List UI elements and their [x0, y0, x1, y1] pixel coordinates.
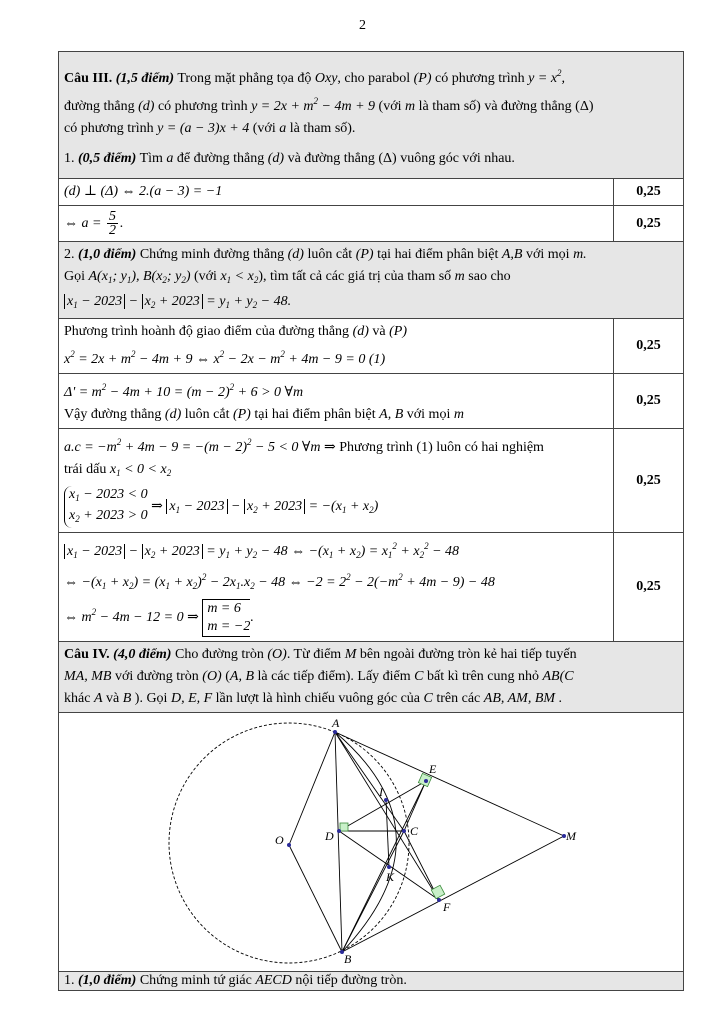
arc-acb — [335, 732, 396, 952]
q3-text: Trong mặt phẳng tọa độ — [177, 71, 312, 86]
solution-row — [59, 374, 684, 429]
segment-be — [342, 781, 426, 952]
solution-text: và — [372, 324, 386, 339]
tangent-ma — [335, 732, 564, 836]
label-m: M — [566, 829, 576, 843]
solution-text: Vậy đường thẳng — [64, 407, 162, 422]
points-coordinates: $A(x_1$; $y_1$), $B(x_2$; $y_2$) — [88, 269, 191, 285]
equation-ref: (1) — [416, 440, 433, 455]
point-i-dot — [384, 798, 388, 802]
vieta-product: $a.c = -m^2 + 4m - 9 = -(m - 2)^2 - 5 < 0$ ∀m ⇒ — [64, 437, 336, 455]
q3-2-text: Chứng minh đường thẳng — [139, 247, 285, 262]
q3-points: (1,5 điểm) — [115, 71, 175, 86]
q4-statement — [59, 642, 684, 713]
root-order: $x_1 < 0 < x_2$ — [109, 462, 172, 478]
solution-text: tại hai điểm phân biệt — [254, 407, 376, 422]
q3-text: đường thẳng — [64, 99, 135, 114]
oxy-label: Oxy — [314, 71, 338, 86]
parabol-label: (P) — [355, 247, 374, 262]
figure-row — [59, 713, 684, 972]
q3-text: là tham số). — [289, 121, 356, 136]
points-ab: A, B — [379, 407, 404, 422]
solution-text: Phương trình — [339, 440, 413, 455]
q4-1-label: 1. — [64, 973, 75, 988]
point-m: M — [344, 647, 357, 662]
q3-1-text: để đường thẳng — [176, 151, 265, 166]
line-d-label: (d) — [164, 407, 182, 422]
q3-2-text: Gọi — [64, 269, 85, 284]
q3-text: (với — [252, 121, 276, 136]
label-a: A — [332, 716, 340, 730]
line-d-label: (d) — [138, 99, 155, 114]
label-c: C — [410, 824, 419, 838]
solution-text: với mọi — [406, 407, 451, 422]
solution-step — [59, 533, 614, 642]
discriminant: $\Delta' = m^2 - 4m + 10 = (m - 2)^2 + 6 > 0$ ∀m — [64, 382, 304, 400]
label-o: O — [275, 833, 284, 847]
q3-text: có phương trình — [435, 71, 525, 86]
solution-row — [59, 319, 684, 374]
q4-text: ( — [225, 669, 230, 684]
param-m: m. — [573, 247, 587, 262]
solution-step — [59, 179, 614, 206]
x-order: $x_1 < x_2$ — [220, 269, 259, 285]
segment-ac — [335, 732, 404, 831]
parabol-label: (P) — [413, 71, 432, 86]
tangent-mb — [342, 836, 564, 952]
q4-title: Câu IV. — [64, 647, 110, 662]
condition-equation: $x_1 - 2023 - x_2 + 2023 = y_1 + y_2 - 48$. — [64, 294, 291, 309]
right-angle-mark-f — [431, 885, 445, 899]
q3-2-text: ), tìm tất cả các giá trị của tham số — [258, 269, 452, 284]
q4-text: (C — [559, 669, 574, 684]
solution-step — [59, 374, 614, 429]
q3-1-label: 1. — [64, 151, 75, 166]
chord-ab — [335, 732, 342, 952]
score-cell: 0,25 — [614, 319, 684, 374]
solution-text: luôn cắt — [184, 407, 230, 422]
label-i: I — [379, 785, 383, 799]
solution-text: luôn có hai nghiệm — [436, 440, 544, 455]
q3-text: có phương trình — [157, 99, 248, 114]
q3-2-text: (với — [193, 269, 217, 284]
q4-text: khác — [64, 691, 91, 706]
q3-2-statement — [59, 242, 684, 319]
quad-aecd: AECD — [255, 973, 292, 988]
q3-2-label: 2. — [64, 247, 75, 262]
projection-lines: AB, AM, BM — [483, 691, 556, 706]
solution-table — [58, 51, 684, 991]
line-delta-label: (Δ) — [575, 99, 594, 114]
line-d-label: (d) — [287, 247, 304, 262]
m-result: ⇔ $m^2 - 4m - 12 = 0$ ⇒ m = 6 m = −2 . — [64, 610, 254, 625]
q4-text: là các tiếp điểm). Lấy điểm — [257, 669, 411, 684]
circle-label: (O) — [202, 669, 222, 684]
line-d-label: (d) — [352, 324, 369, 339]
solution-text: Phương trình hoành độ giao điểm của đường thẳng — [64, 324, 350, 339]
label-f: F — [443, 900, 451, 914]
line-delta-equation: y = (a − 3)x + 4 — [157, 121, 250, 136]
param-m: m — [453, 407, 464, 422]
q4-text: . Từ điểm — [286, 647, 342, 662]
q4-text: Cho đường tròn — [174, 647, 264, 662]
param-a: a — [166, 151, 174, 166]
q4-text: bất kì trên cung nhỏ — [427, 669, 539, 684]
point-d-dot — [337, 829, 341, 833]
point-k-dot — [387, 865, 391, 869]
q3-text: (với — [378, 99, 402, 114]
q4-text: bên ngoài đường tròn kẻ hai tiếp tuyến — [359, 647, 577, 662]
point-c: C — [423, 691, 433, 706]
q3-2-text: luôn cắt — [307, 247, 353, 262]
score-cell: 0,25 — [614, 206, 684, 242]
solution-step — [59, 206, 614, 242]
line-d-equation: $y = 2x + m^2 - 4m + 9$ — [251, 96, 376, 114]
perpendicular-condition: (d) ⊥ (Δ) ⇔ 2.(a − 3) = −1 — [64, 184, 223, 199]
label-b: B — [344, 952, 352, 966]
q3-text: , cho parabol — [337, 71, 411, 86]
q3-1-points: (0,5 điểm) — [78, 151, 137, 166]
label-k: K — [386, 870, 395, 884]
geometry-figure — [59, 713, 682, 971]
score-cell: 0,25 — [614, 533, 684, 642]
param-m: m — [405, 99, 416, 114]
solution-step — [59, 429, 614, 533]
arc-ab: AB — [542, 669, 560, 684]
q3-2-statement-row — [59, 242, 684, 319]
points-ab: A, B — [229, 669, 254, 684]
q4-statement-row — [59, 642, 684, 713]
q3-2-text: với mọi — [525, 247, 570, 262]
score-cell: 0,25 — [614, 179, 684, 206]
point-a-dot — [333, 730, 337, 734]
q4-text: . — [558, 691, 563, 706]
q3-title: Câu III. — [64, 71, 113, 86]
point-b: B — [122, 691, 132, 706]
condition-transform-1: $x_1 - 2023 - x_2 + 2023 = y_1 + y_2 - 48$ ⇔ $-(x_1 + x_2) = x_1^2 + x_2^2 - 48$ — [64, 544, 459, 559]
q3-1-text: vuông góc với nhau. — [400, 151, 515, 166]
segment-ob — [289, 845, 342, 952]
segment-ik — [386, 800, 389, 867]
q3-2-text: tại hai điểm phân biệt — [377, 247, 499, 262]
param-m: m — [454, 269, 465, 284]
q4-text: ). Gọi — [134, 691, 168, 706]
q3-1-text: và đường thẳng — [287, 151, 375, 166]
label-d: D — [325, 829, 334, 843]
q4-points: (4,0 điểm) — [113, 647, 172, 662]
param-a: a — [279, 121, 287, 136]
right-angle-mark-d — [340, 823, 348, 831]
a-result: ⇔ a = $\frac{5}{2}$ . — [64, 209, 124, 238]
sign-system: $x_1 - 2023 < 0$ $x_2 + 2023 > 0$ ⇒ $x_1 - 2023 - x_2 + 2023 = -(x_1 + x_2)$ — [64, 499, 378, 514]
q3-statement — [59, 52, 684, 179]
projection-points: D, E, F — [170, 691, 213, 706]
q4-1-text: Chứng minh tứ giác — [139, 973, 252, 988]
solution-row — [59, 179, 684, 206]
points-ab: A,B — [501, 247, 523, 262]
line-delta-label: (Δ) — [378, 151, 397, 166]
solution-row — [59, 206, 684, 242]
solution-step — [59, 319, 614, 374]
q4-1-statement-row — [59, 972, 684, 991]
point-o-dot — [287, 843, 291, 847]
q4-1-statement — [59, 972, 684, 991]
score-cell: 0,25 — [614, 374, 684, 429]
q3-2-text: sao cho — [468, 269, 511, 284]
page-number: 2 — [359, 18, 366, 33]
circle-label: (O) — [267, 647, 287, 662]
score-cell: 0,25 — [614, 429, 684, 533]
q3-1-text: Tìm — [139, 151, 163, 166]
figure-cell — [59, 713, 684, 972]
solution-text: trái dấu — [64, 462, 107, 477]
line-d-label: (d) — [267, 151, 285, 166]
point-c: C — [414, 669, 424, 684]
q4-text: trên các — [436, 691, 481, 706]
q3-text: có phương trình — [64, 121, 154, 136]
label-e: E — [429, 762, 437, 776]
point-f-dot — [437, 898, 441, 902]
point-a: A — [93, 691, 103, 706]
q4-1-points: (1,0 điểm) — [78, 973, 137, 988]
q3-text: là tham số) và đường thẳng — [418, 99, 572, 114]
q3-2-points: (1,0 điểm) — [78, 247, 137, 262]
tangent-lines: MA, MB — [64, 669, 112, 684]
point-e-dot — [424, 779, 428, 783]
q3-statement-row — [59, 52, 684, 179]
point-c-dot — [402, 829, 406, 833]
intersection-equation: $x^2 = 2x + m^2 - 4m + 9$ ⇔ $x^2 - 2x - m^2 + 4m - 9 = 0$ (1) — [64, 349, 386, 367]
solution-row — [59, 429, 684, 533]
parabol-equation: $y = x^2$, — [528, 68, 566, 86]
parabol-label: (P) — [389, 324, 407, 339]
q4-1-text: nội tiếp đường tròn. — [295, 973, 407, 988]
condition-transform-2: ⇔ $-(x_1 + x_2) = (x_1 + x_2)^2 - 2x_1.x_2 - 48$ ⇔ $-2 = 2^2 - 2(-m^2 + 4m - 9) - 48$ — [64, 572, 495, 591]
q4-text: lần lượt là hình chiếu vuông góc của — [215, 691, 420, 706]
parabol-label: (P) — [232, 407, 251, 422]
q4-text: và — [106, 691, 120, 706]
q4-text: với đường tròn — [114, 669, 199, 684]
solution-row — [59, 533, 684, 642]
